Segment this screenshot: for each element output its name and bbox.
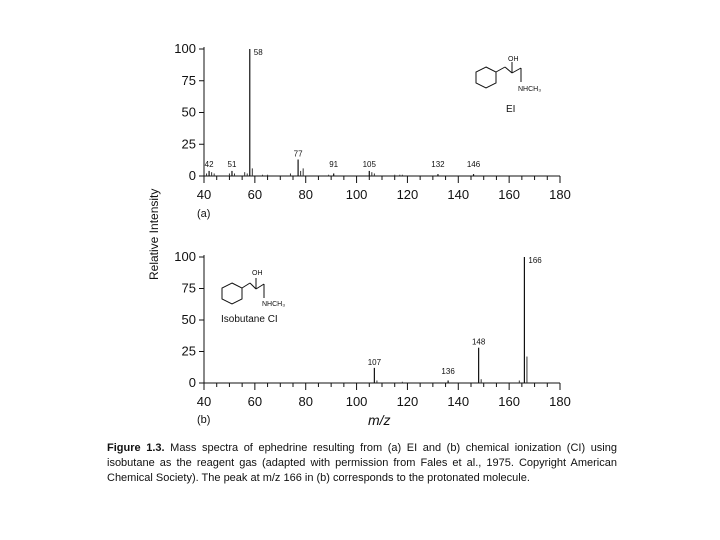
- x-tick-label-b-5: 140: [447, 394, 470, 409]
- x-tick-label-a-2: 80: [298, 187, 313, 202]
- peak-label-b-136: 136: [441, 367, 455, 376]
- x-tick-label-b-0: 40: [196, 394, 212, 409]
- peak-label-a-58: 58: [253, 48, 263, 57]
- x-tick-label-a-5: 140: [447, 187, 470, 202]
- x-tick-label-a-0: 40: [196, 187, 212, 202]
- peak-label-a-51: 51: [227, 160, 237, 169]
- spectrum-panel-a: [174, 41, 571, 220]
- y-tick-label-b-0: 0: [188, 375, 196, 390]
- figure-caption-label: Figure 1.3.: [107, 442, 165, 454]
- y-tick-label-a-1: 25: [181, 136, 196, 152]
- ephedrine-structure-ci: [221, 270, 285, 325]
- y-tick-label-b-1: 25: [181, 343, 196, 359]
- structure-a-caption: EI: [506, 104, 516, 115]
- y-tick-label-b-2: 50: [181, 312, 196, 327]
- y-axis-title: Relative Intensity: [147, 188, 161, 280]
- peak-label-a-91: 91: [329, 160, 339, 169]
- y-tick-label-a-3: 75: [181, 72, 196, 88]
- structure-b-amine-label: NHCH₃: [262, 301, 286, 308]
- x-tick-label-b-6: 160: [498, 394, 520, 409]
- peak-label-b-166: 166: [528, 256, 542, 265]
- x-tick-label-b-2: 80: [298, 394, 313, 409]
- x-tick-label-a-3: 100: [345, 187, 368, 202]
- y-tick-label-b-4: 100: [174, 249, 196, 264]
- x-tick-label-a-7: 180: [549, 187, 571, 202]
- y-tick-label-a-2: 50: [181, 104, 196, 120]
- x-tick-label-b-1: 60: [247, 394, 263, 409]
- panel-label-b: (b): [197, 414, 211, 426]
- peak-label-a-42: 42: [204, 160, 214, 169]
- structure-b-oh-label: OH: [252, 270, 263, 277]
- x-tick-label-b-4: 120: [396, 394, 419, 409]
- structure-b-caption: Isobutane CI: [221, 314, 278, 325]
- x-axis-title: m/z: [368, 412, 391, 428]
- peak-label-b-107: 107: [367, 357, 382, 367]
- y-tick-label-b-3: 75: [181, 280, 196, 296]
- x-tick-label-a-1: 60: [247, 187, 263, 202]
- y-tick-label-a-0: 0: [188, 168, 196, 183]
- figure-caption-text: Mass spectra of ephedrine resulting from (a) EI and (b) chemical ionization (CI) using isobutane as the reagent gas (adapted with permission from Fales et al., 1975. Copyright American Chemical Society). The peak at m/z 166 in (b) corresponds to the protonated molecule.: [107, 442, 617, 484]
- peak-label-a-77: 77: [293, 149, 303, 159]
- ephedrine-structure-ei: [476, 56, 541, 115]
- x-tick-label-b-3: 100: [345, 394, 368, 409]
- peak-label-a-132: 132: [431, 160, 445, 169]
- y-tick-label-a-4: 100: [174, 41, 196, 56]
- x-tick-label-a-4: 120: [396, 187, 419, 202]
- panel-label-a: (a): [197, 208, 211, 220]
- x-tick-label-a-6: 160: [498, 187, 520, 202]
- x-tick-label-b-7: 180: [549, 394, 571, 409]
- spectrum-panel-b: [174, 249, 571, 426]
- structure-a-amine-label: NHCH₃: [518, 86, 542, 93]
- peak-label-b-148: 148: [471, 337, 486, 347]
- peak-label-a-105: 105: [362, 160, 376, 169]
- peak-label-a-146: 146: [466, 160, 481, 169]
- figure-caption: [107, 441, 617, 486]
- structure-a-oh-label: OH: [508, 56, 519, 63]
